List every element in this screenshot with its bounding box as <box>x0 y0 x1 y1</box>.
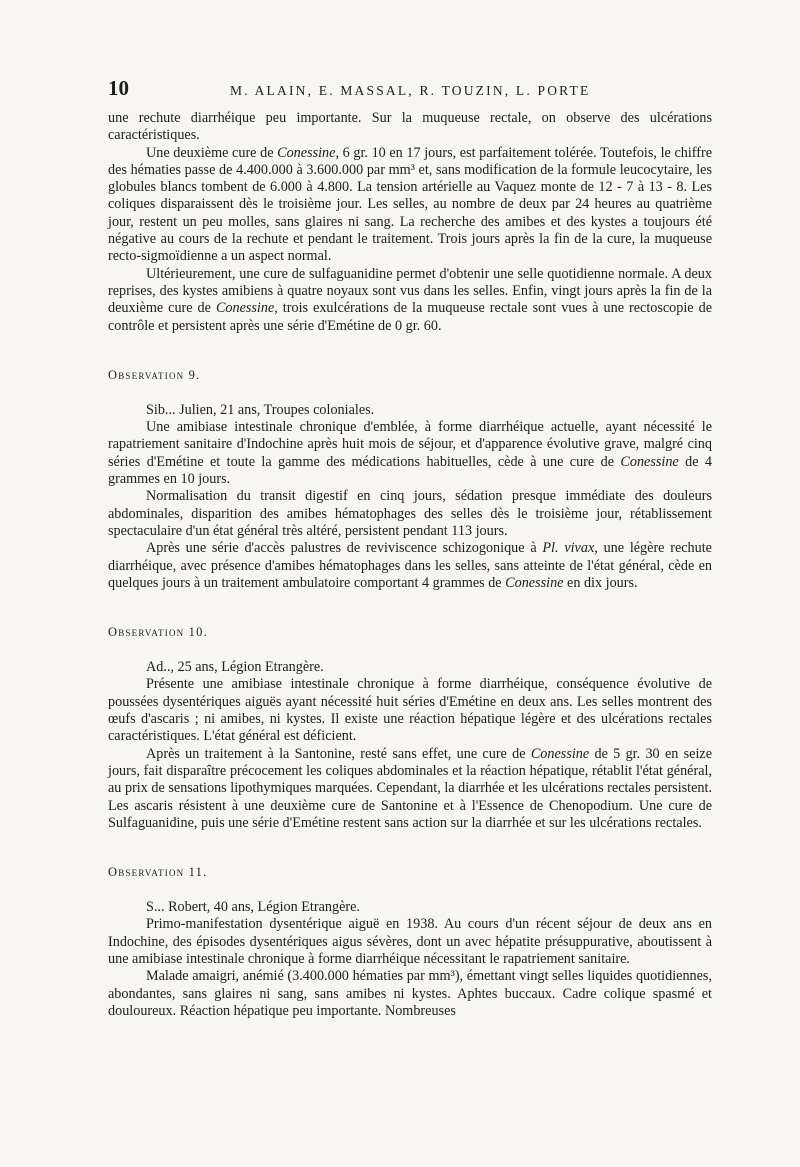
drug-name: Conessine <box>505 574 564 591</box>
text-run: Une deuxième cure de <box>146 144 278 161</box>
paragraph: une rechute diarrhéique peu importante. Sur la muqueuse rectale, on observe des ulcérations caractéristiques. <box>108 110 712 144</box>
text-run: , une légère rechute diarrhéique, avec présence d'amibes hématophages dans les selles, sans atteinte de l'état général, cède en quelques jours à un traitement ambulatoire comportant 4 grammes de <box>108 540 712 591</box>
page-number: 10 <box>108 76 129 100</box>
text-run: Une amibiase intestinale chronique d'emblée, à forme diarrhéique actuelle, ayant nécessité le rapatriement sanitaire d'Indochine après huit mois de séjour, et d'apparence évolutive grave, malgré cinq séries d'Emétine et toute la gamme des médications habituelles, cède à une cure de <box>108 419 712 470</box>
paragraph <box>108 540 712 592</box>
observation-heading: Observation 9. <box>108 367 201 382</box>
text-run: , trois exulcérations de la muqueuse rectale sont vues à une rectoscopie de contrôle et persistent après une série d'Emétine de 0 gr. 60. <box>108 300 712 334</box>
patient-line: S... Robert, 40 ans, Légion Etrangère. <box>146 899 360 916</box>
observation-heading: Observation 10. <box>108 625 208 640</box>
paragraph: Primo-manifestation dysentérique aiguë en 1938. Au cours d'un récent séjour de deux ans en Indochine, des épisodes dysentériques aigus sévères, dont un avec hépatite présuppurative, aboutissent à une amibiase intestinale chronique à forme diarrhéique nécessitant le rapatriement sanitaire. <box>108 916 712 967</box>
drug-name: Conessine <box>620 453 679 470</box>
text-run: Après une série d'accès palustres de reviviscence schizogonique à <box>146 540 543 557</box>
paragraph: Normalisation du transit digestif en cinq jours, sédation presque immédiate des douleurs abdominales, disparition des amibes hématophages des selles dès le troisième jour, rétablissement spectaculaire d'un état général très altéré, persistent pendant 113 jours. <box>108 488 712 539</box>
page <box>108 76 712 1020</box>
text-run: Ultérieurement, une cure de sulfaguanidine permet d'obtenir une selle quotidienne normale. A deux reprises, des kystes amibiens à quatre noyaux sont vus dans les selles. Enfin, vingt jours après la fin de la deuxième cure de <box>108 265 712 317</box>
paragraph <box>108 145 712 266</box>
paragraph <box>108 746 712 832</box>
paragraph <box>108 419 712 488</box>
paragraph: Présente une amibiase intestinale chronique à forme diarrhéique, conséquence évolutive de poussées dysentériques aiguës ayant nécessité huit séries d'Emétine en deux ans. Les selles montrent des œufs d'ascaris ; ni amibes, ni kystes. Il existe une réaction hépatique légère et des ulcérations rectales caractéristiques. L'état général est déficient. <box>108 676 712 745</box>
page-header <box>108 76 712 110</box>
text-run: , 6 gr. 10 en 17 jours, est parfaitement tolérée. Toutefois, le chiffre des hématies passe de 4.400.000 à 3.600.000 par mm³ et, sans modification de la formule leucocytaire, les globules blancs tombent de 6.000 à 4.800. La tension artérielle au Vaquez monte de 12 - 7 à 13 - 8. Les coliques disparaissent dès le troisième jour. Les selles, au nombre de deux par 24 heures au quatrième jour, restent un peu molles, sans glaires ni sang. La recherche des amibes et des kystes a toujours été négative au cours de la rechute et pendant le traitement. Trois jours après la fin de la cure, la muqueuse recto-sigmoïdienne a un aspect normal. <box>108 144 712 265</box>
drug-name: Conessine <box>530 745 590 762</box>
drug-name: Conessine <box>215 300 275 317</box>
patient-line: Sib... Julien, 21 ans, Troupes coloniales. <box>146 401 375 418</box>
observation-heading: Observation 11. <box>108 865 208 880</box>
drug-name: Conessine <box>277 144 336 161</box>
text-run: Après un traitement à la Santonine, resté sans effet, une cure de <box>146 745 531 762</box>
paragraph <box>108 266 712 335</box>
paragraph: Malade amaigri, anémié (3.400.000 hématies par mm³), émettant vingt selles liquides quotidiennes, abondantes, sans glaires ni sang, sans amibes ni kystes. Aphtes buccaux. Cadre colique spasmé et douloureux. Réaction hépatique peu importante. Nombreuses <box>108 968 712 1019</box>
text-run: de 4 grammes en 10 jours. <box>108 453 712 488</box>
running-head: M. ALAIN, E. MASSAL, R. TOUZIN, L. PORTE <box>230 83 591 98</box>
species-name: Pl. vivax <box>542 540 595 557</box>
text-run: de 5 gr. 30 en seize jours, fait disparaître précocement les coliques abdominales et la réaction hépatique, rétablit l'état général, au prix de sensations lipothymiques marquées. Cependant, la diarrhée et les ulcérations rectales persistent. Les ascaris résistent à une deuxième cure de Santonine et à l'Essence de Chenopodium. Une cure de Sulfaguanidine, puis une série d'Emétine restent sans action sur la diarrhée et sur les ulcérations rectales. <box>108 745 712 831</box>
text-run: en dix jours. <box>563 574 638 591</box>
patient-line: Ad.., 25 ans, Légion Etrangère. <box>146 659 324 676</box>
